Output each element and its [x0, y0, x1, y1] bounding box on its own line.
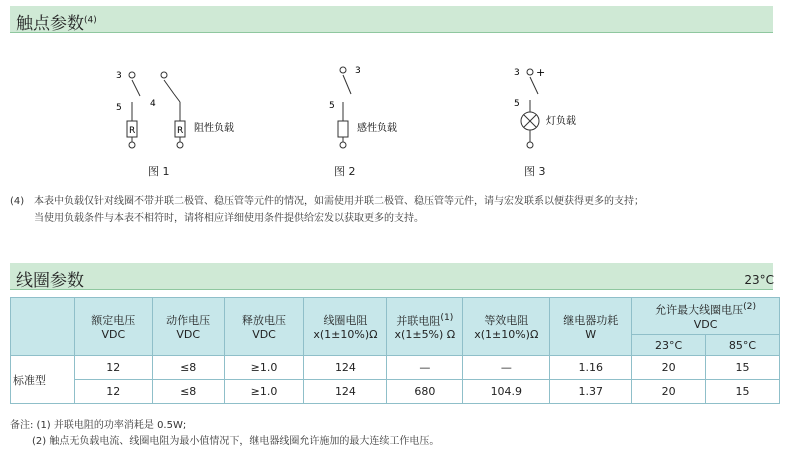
header-release-voltage: [224, 298, 304, 356]
table-row: [11, 356, 780, 380]
fig3-pin-5: 5: [514, 99, 520, 109]
contact-section-bar: [10, 6, 773, 33]
table-cell: ≤8: [152, 380, 224, 404]
header-equivalent-resistance-l1: 等效电阻: [484, 314, 529, 327]
figure-3-label: 图 3: [524, 165, 546, 178]
header-parallel-resistance-l1: [387, 312, 462, 329]
header-coil-resistance-l1: 线圈电阻: [323, 314, 368, 327]
header-max-85c: 85°C: [706, 335, 780, 356]
svg-text:R: R: [177, 126, 184, 136]
header-pickup-voltage-l1: 动作电压: [166, 314, 211, 327]
fig1-load-label: 阻性负载: [194, 123, 234, 134]
table-cell: 124: [304, 380, 387, 404]
header-pickup-voltage-l2: VDC: [176, 328, 201, 341]
table-cell: 12: [74, 380, 152, 404]
fig2-load-label: 感性负载: [357, 123, 397, 134]
coil-parameters-table: [10, 297, 780, 404]
figure-3-diagram: [510, 58, 630, 162]
table-cell: 1.37: [550, 380, 632, 404]
header-power-consumption-l2: W: [585, 328, 597, 341]
contact-note-line1: [10, 193, 644, 210]
table-cell: 15: [706, 356, 780, 380]
header-parallel-resistance: [387, 298, 463, 356]
header-power-consumption: [550, 298, 632, 356]
fig3-pin-3: 3: [514, 68, 520, 78]
figure-1-diagram: [112, 58, 262, 162]
table-cell: 20: [632, 380, 706, 404]
type-label: 标准型: [11, 356, 75, 404]
contact-note-index: (4): [10, 196, 25, 207]
table-cell: 12: [74, 356, 152, 380]
contact-note-line2: 当使用负载条件与本表不相符时，请将相应详细使用条件提供给宏发以获取更多的支持。: [34, 213, 424, 224]
table-cell: —: [387, 356, 463, 380]
footnote-1: 备注: (1) 并联电阻的功率消耗是 0.5W;: [10, 420, 187, 431]
fig1-pin-4: 4: [150, 99, 156, 109]
table-cell: ≤8: [152, 356, 224, 380]
table-cell: 1.16: [550, 356, 632, 380]
header-release-voltage-l1: 释放电压: [242, 314, 287, 327]
contact-section-title: [16, 9, 97, 34]
fig1-pin-3: 3: [116, 71, 122, 81]
table-row: [11, 380, 780, 404]
table-cell: 680: [387, 380, 463, 404]
table-cell: —: [463, 356, 550, 380]
table-cell: 20: [632, 356, 706, 380]
contact-title-sup: (4): [84, 15, 97, 26]
header-rated-voltage: [74, 298, 152, 356]
figure-1-label: 图 1: [148, 165, 170, 178]
contact-note-text1: 本表中负载仅针对线圈不带并联二极管、稳压管等元件的情况，如需使用并联二极管、稳压管等元件，请与宏发联系以便获得更多的支持；: [34, 196, 644, 207]
table-cell: ≥1.0: [224, 356, 304, 380]
coil-section-title: 线圈参数: [16, 271, 84, 291]
table-cell: 15: [706, 380, 780, 404]
figure-2-diagram: [325, 58, 435, 162]
header-rated-voltage-l1: 额定电压: [91, 314, 136, 327]
footnote-2: (2) 触点无负载电流、线圈电阻为最小值情况下，继电器线圈允许施加的最大连续工作电压。: [32, 436, 440, 447]
header-pickup-voltage: [152, 298, 224, 356]
resistive-load-schematic: [112, 58, 262, 158]
table-cell: 104.9: [463, 380, 550, 404]
header-parallel-resistance-sup: (1): [440, 311, 454, 323]
header-coil-resistance: [304, 298, 387, 356]
fig3-plus: +: [536, 66, 546, 79]
fig3-load-label: 灯负载: [546, 116, 576, 127]
header-parallel-resistance-text: 并联电阻: [396, 314, 441, 328]
coil-ambient-temp: 23°C: [744, 273, 774, 287]
coil-footnotes: [10, 418, 439, 450]
table-cell: 124: [304, 356, 387, 380]
lamp-load-schematic: [510, 58, 630, 158]
header-max-coil-voltage-l1: [632, 301, 779, 318]
fig2-pin-3: 3: [355, 66, 361, 76]
header-equivalent-resistance: [463, 298, 550, 356]
header-rated-voltage-l2: VDC: [101, 328, 126, 341]
header-max-coil-voltage: [632, 298, 780, 335]
inductive-load-schematic: [325, 58, 435, 158]
contact-note: [10, 193, 644, 227]
header-max-coil-voltage-l2: VDC: [693, 317, 718, 331]
header-power-consumption-l1: 继电器功耗: [563, 314, 619, 327]
header-equivalent-resistance-l2: x(1±10%)Ω: [474, 328, 539, 341]
header-coil-resistance-l2: x(1±10%)Ω: [313, 328, 378, 341]
header-max-23c: 23°C: [632, 335, 706, 356]
fig1-pin-5: 5: [116, 103, 122, 113]
header-parallel-resistance-l2: x(1±5%) Ω: [394, 328, 456, 342]
coil-section-bar: [10, 263, 773, 290]
svg-text:R: R: [129, 126, 136, 136]
figure-2-label: 图 2: [334, 165, 356, 178]
fig2-pin-5: 5: [329, 101, 335, 111]
header-release-voltage-l2: VDC: [252, 328, 276, 341]
contact-title-text: 触点参数: [16, 14, 84, 34]
header-max-coil-voltage-text: 允许最大线圈电压: [655, 303, 744, 317]
header-max-coil-voltage-sup: (2): [743, 301, 757, 313]
header-type: [11, 298, 75, 356]
table-cell: ≥1.0: [224, 380, 304, 404]
